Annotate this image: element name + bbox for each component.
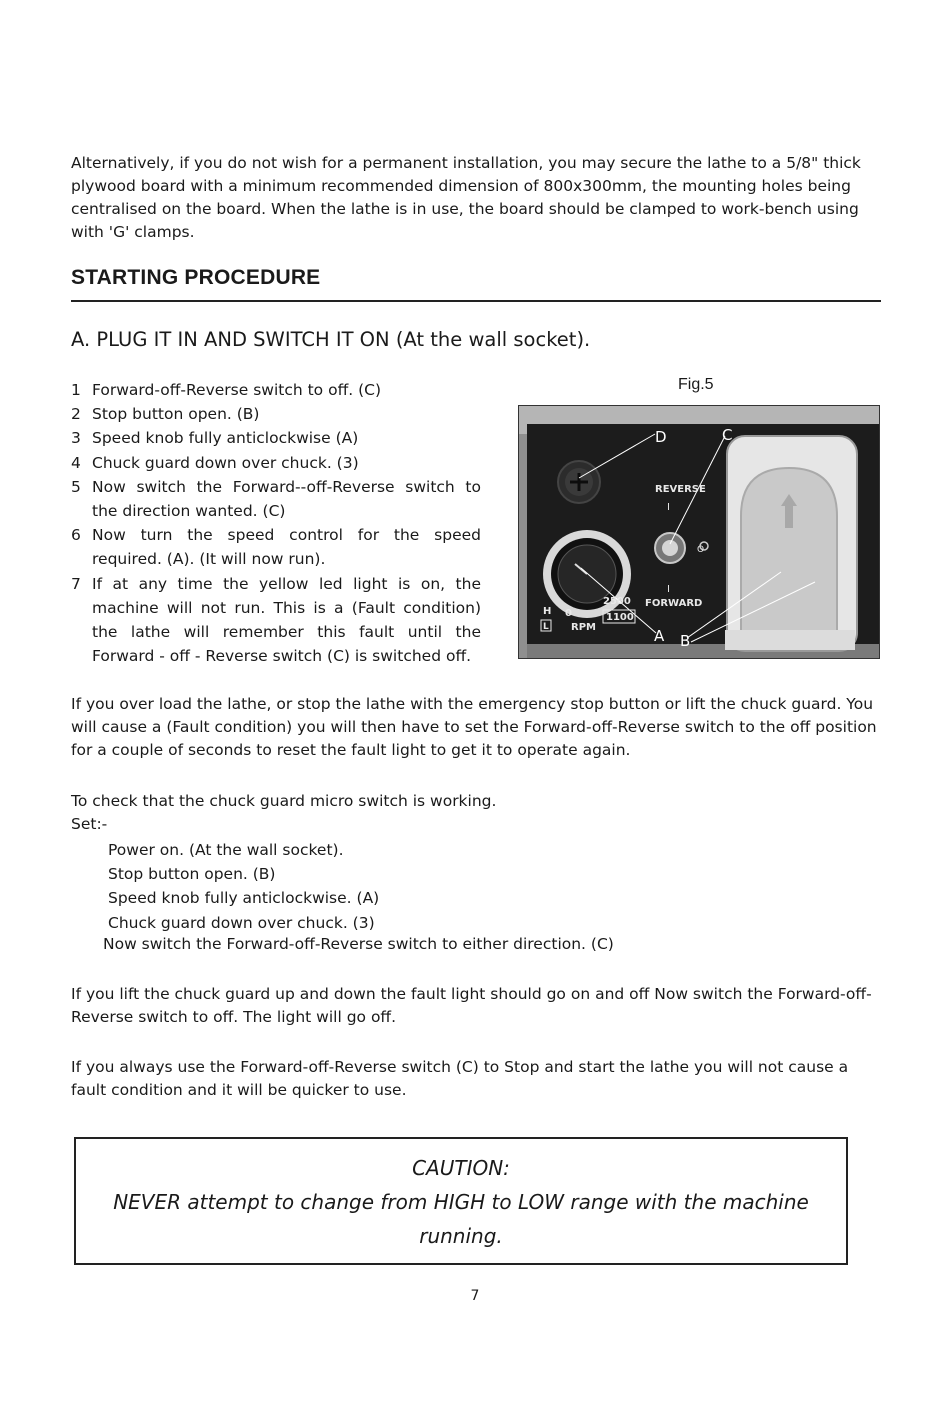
step-item — [71, 451, 481, 475]
step-item — [71, 426, 481, 450]
section-heading: STARTING PROCEDURE — [71, 266, 321, 289]
callout-d: D — [655, 428, 667, 446]
step-text: Now turn the speed control for the speed required. (A). (It will now run). — [92, 526, 481, 569]
caution-title: CAUTION: — [412, 1156, 510, 1180]
step-number: 4 — [71, 453, 81, 472]
speed-2500-label: 2500 — [603, 596, 631, 607]
set-item: Chuck guard down over chuck. (3) — [108, 913, 375, 932]
step-text: Speed knob fully anticlockwise (A) — [92, 429, 359, 448]
overload-paragraph: If you over load the lathe, or stop the lathe with the emergency stop button or lift the chuck guard. You will cause a (Fault condition) you will then have to set the Forward-off-Reverse switch to the off position for a couple of seconds to reset the fault light to get it to operate again. — [71, 695, 877, 759]
step-number: 7 — [71, 574, 81, 593]
step-item — [71, 572, 481, 669]
set-last-item: Now switch the Forward-off-Reverse switch to either direction. (C) — [103, 935, 614, 953]
i-bottom-label: I — [667, 584, 670, 595]
step-text: Chuck guard down over chuck. (3) — [92, 453, 359, 472]
step-item — [71, 523, 481, 571]
caution-box — [74, 1137, 848, 1265]
step-number: 6 — [71, 526, 81, 545]
check-paragraph — [71, 790, 883, 836]
callout-c: C — [722, 426, 733, 444]
always-paragraph: If you always use the Forward-off-Reverse switch (C) to Stop and start the lathe you will not cause a fault condition and it will be quicker to use. — [71, 1058, 849, 1099]
zero-label: 0 — [565, 608, 572, 619]
control-panel-photo — [518, 405, 880, 659]
reverse-label: REVERSE — [655, 484, 706, 495]
forward-label: FORWARD — [645, 598, 703, 609]
step-text: Stop button open. (B) — [92, 405, 260, 424]
check-intro: To check that the chuck guard micro switch is working. — [71, 792, 497, 810]
figure-label: Fig.5 — [678, 376, 714, 393]
heading-rule — [71, 300, 881, 302]
step-item — [71, 402, 481, 426]
step-number: 2 — [71, 405, 81, 424]
i-top-label: I — [667, 502, 670, 513]
callout-b: B — [680, 632, 691, 650]
caution-line: running. — [419, 1224, 503, 1248]
page-number: 7 — [470, 1288, 480, 1304]
step-number: 3 — [71, 429, 81, 448]
subheading: A. PLUG IT IN AND SWITCH IT ON (At the wall socket). — [71, 328, 591, 351]
step-number: 5 — [71, 477, 81, 496]
caution-line: NEVER attempt to change from HIGH to LOW range with the machine — [113, 1190, 809, 1214]
procedure-steps — [71, 378, 481, 668]
step-text: Now switch the Forward--off-Reverse switch to the direction wanted. (C) — [92, 477, 481, 521]
intro-paragraph: Alternatively, if you do not wish for a permanent installation, you may secure the lathe to a 5/8" thick plywood board with a minimum recommended dimension of 800x300mm, the mounting holes being centralised on the board. When the lathe is in use, the board should be clamped to work-bench using with 'G' clamps. — [71, 154, 861, 241]
set-label: Set:- — [71, 815, 108, 833]
speed-1100-label: 1100 — [606, 612, 634, 623]
l-label: L — [543, 622, 549, 632]
set-list — [108, 838, 379, 935]
step-number: 1 — [71, 381, 81, 399]
callout-a: A — [654, 627, 665, 645]
h-label: H — [543, 606, 552, 617]
step-item — [71, 378, 481, 402]
step-text: If at any time the yellow led light is on, the machine will not run. This is a (Fault condition) the lathe will remember this fault until the Forward - off - Reverse switch (C) is switched off. — [92, 574, 481, 666]
step-text: Forward-off-Reverse switch to off. (C) — [92, 381, 382, 399]
step-item — [71, 475, 481, 523]
lift-paragraph: If you lift the chuck guard up and down the fault light should go on and off Now switch the Forward-off-Reverse switch to off. The light will go off. — [71, 985, 872, 1026]
o-label: O — [697, 545, 705, 555]
set-item: Speed knob fully anticlockwise. (A) — [108, 889, 380, 908]
set-item: Power on. (At the wall socket). — [108, 841, 344, 859]
set-item: Stop button open. (B) — [108, 865, 276, 884]
rpm-label: RPM — [571, 622, 596, 633]
